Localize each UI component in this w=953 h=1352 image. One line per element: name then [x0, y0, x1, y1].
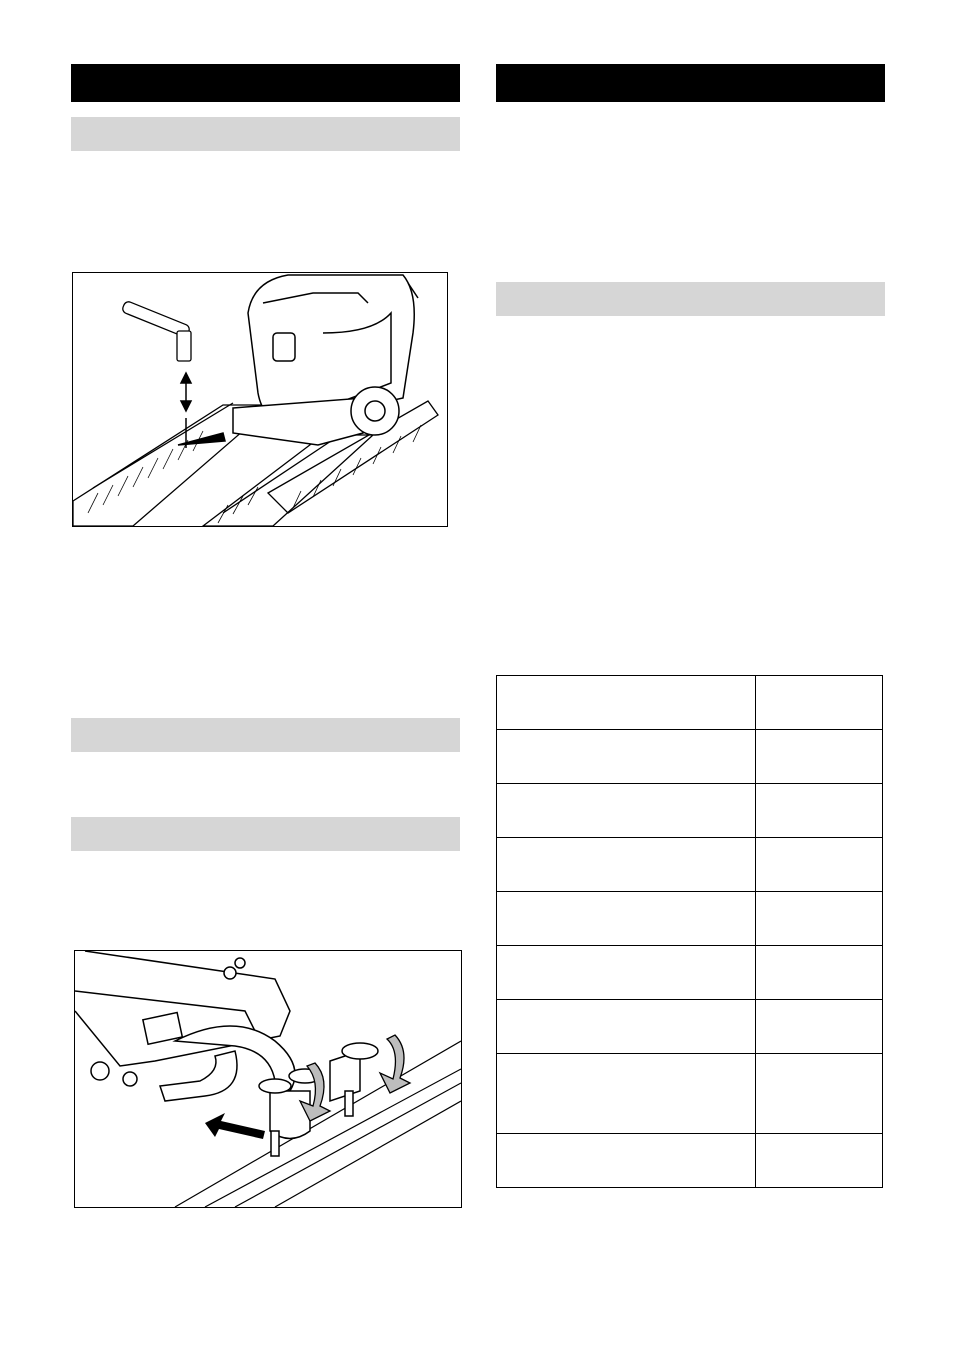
table-row — [497, 1054, 883, 1134]
left-section-header — [71, 64, 460, 102]
table-cell-value — [756, 1134, 883, 1188]
table-row — [497, 946, 883, 1000]
table-cell-value — [756, 946, 883, 1000]
table-cell-value — [756, 784, 883, 838]
table-cell-value — [756, 1000, 883, 1054]
table-cell-value — [756, 676, 883, 730]
table-row — [497, 1000, 883, 1054]
table-cell-label — [497, 784, 756, 838]
table-cell-label — [497, 838, 756, 892]
left-subsection-header-2 — [71, 718, 460, 752]
right-subsection-header-1 — [496, 282, 885, 316]
unpacking-illustration — [72, 272, 448, 527]
table-cell-label — [497, 1054, 756, 1134]
table-row — [497, 892, 883, 946]
table-cell-value — [756, 892, 883, 946]
table-cell-label — [497, 892, 756, 946]
brush-head-assembly-illustration — [74, 950, 462, 1208]
table-row — [497, 730, 883, 784]
right-section-header — [496, 64, 885, 102]
table-cell-label — [497, 1134, 756, 1188]
table-row — [497, 838, 883, 892]
specifications-table — [496, 675, 883, 1188]
left-subsection-header-1 — [71, 117, 460, 151]
table-cell-label — [497, 676, 756, 730]
table-cell-label — [497, 1000, 756, 1054]
table-row — [497, 676, 883, 730]
table-row — [497, 784, 883, 838]
table-cell-value — [756, 1054, 883, 1134]
table-cell-value — [756, 838, 883, 892]
left-subsection-header-3 — [71, 817, 460, 851]
table-cell-value — [756, 730, 883, 784]
table-cell-label — [497, 946, 756, 1000]
table-cell-label — [497, 730, 756, 784]
table-row — [497, 1134, 883, 1188]
